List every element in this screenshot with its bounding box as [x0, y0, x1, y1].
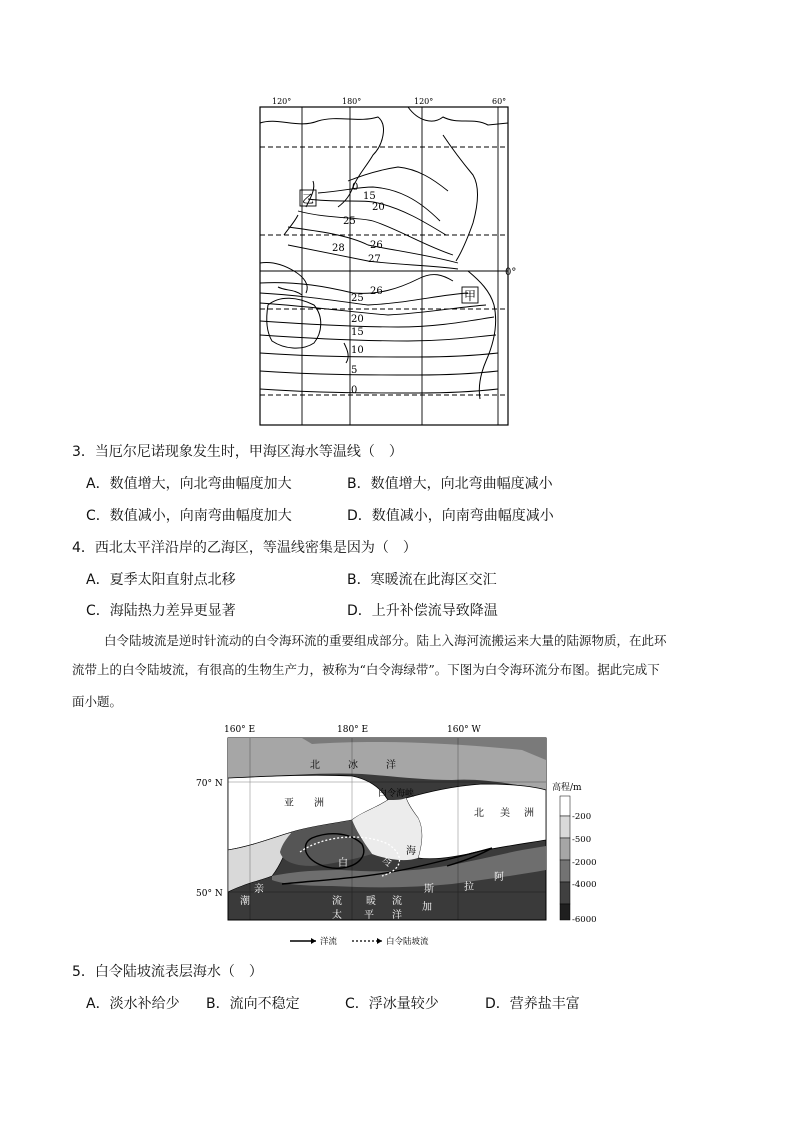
map2-lat-label: 70° N [196, 779, 223, 789]
question-3-stem: 3．当厄尔尼诺现象发生时，甲海区海水等温线（ ） [72, 444, 403, 460]
isotherm-label: 28 [332, 243, 345, 254]
map1-frame [260, 107, 508, 425]
isotherm-label: 27 [368, 254, 381, 265]
label-sea: 白 [338, 858, 348, 869]
legend-value: -500 [572, 835, 592, 845]
label-np-current: 太 [332, 910, 342, 921]
legend-value: -6000 [572, 915, 597, 925]
isotherm-label: 20 [372, 202, 385, 213]
isotherm-label: 0 [352, 182, 359, 193]
legend-value: -4000 [572, 880, 597, 890]
question-3-option-c[interactable]: C．数值减小，向南弯曲幅度加大 [86, 508, 292, 524]
map1-lon-label: 120° [272, 97, 292, 106]
label-np-current: 暖 [366, 896, 376, 907]
label-arctic: 北 [310, 760, 320, 771]
legend-slope-label: 白令陆坡流 [386, 937, 429, 947]
map2-lat-label: 50° N [196, 889, 223, 899]
label-asia: 洲 [314, 798, 324, 809]
map1-lon-label: 180° [342, 97, 362, 106]
label-np-current: 平 [364, 910, 374, 921]
question-5-option-c[interactable]: C．浮冰量较少 [345, 996, 439, 1012]
legend-value: -2000 [572, 858, 597, 868]
question-4-option-d[interactable]: D．上升补偿流导致降温 [347, 603, 498, 619]
label-asia: 亚 [284, 798, 294, 809]
label-alaska: 拉 [464, 882, 474, 893]
label-np-current: 流 [332, 896, 342, 907]
map2-lon-label: 160° W [447, 725, 481, 735]
label-arctic: 冰 [348, 760, 358, 771]
map2-lon-label: 180° E [337, 725, 369, 735]
isotherm-label: 26 [370, 286, 383, 297]
label-oyashio: 潮 [240, 896, 250, 907]
label-namerica: 美 [500, 808, 510, 819]
bering-sea-map [192, 720, 597, 952]
label-namerica: 洲 [524, 808, 534, 819]
isotherm-label: 15 [363, 191, 376, 202]
legend-title: 高程/m [552, 783, 582, 793]
isotherm-label: 26 [370, 240, 383, 251]
map2-lon-label: 160° E [224, 725, 256, 735]
legend-value: -200 [572, 812, 592, 822]
isotherm-label: 5 [351, 365, 358, 376]
legend-current-label: 洋流 [320, 937, 338, 947]
label-sea: 令 [382, 858, 392, 869]
map1-lon-label: 60° [492, 97, 507, 106]
passage-line-1: 白令陆坡流是逆时针流动的白令海环流的重要组成部分。陆上入海河流搬运来大量的陆源物质，在此环 [104, 633, 667, 648]
question-5-stem: 5．白令陆坡流表层海水（ ） [72, 964, 263, 980]
label-arctic: 洋 [386, 760, 396, 771]
elevation-legend [560, 796, 570, 920]
isotherm-label: 0 [351, 385, 358, 396]
label-alaska: 斯 [424, 884, 434, 895]
area-jia-label: 甲 [464, 289, 477, 303]
label-np-current: 洋 [392, 910, 402, 921]
isotherm-label: 20 [351, 314, 364, 325]
question-5-option-d[interactable]: D．营养盐丰富 [485, 996, 580, 1012]
label-strait: 白令海峡 [378, 789, 415, 799]
question-3-option-b[interactable]: B．数值增大，向北弯曲幅度减小 [347, 476, 553, 492]
question-3-option-a[interactable]: A．数值增大，向北弯曲幅度加大 [86, 476, 292, 492]
question-4-option-a[interactable]: A．夏季太阳直射点北移 [86, 572, 236, 588]
isotherm-label: 25 [351, 293, 364, 304]
label-namerica: 北 [474, 808, 484, 819]
isotherm-map [258, 95, 530, 427]
label-alaska: 阿 [494, 872, 504, 883]
equator-label: 0° [505, 267, 517, 278]
map1-lon-label: 120° [414, 97, 434, 106]
question-4-option-b[interactable]: B．寒暖流在此海区交汇 [347, 572, 497, 588]
label-sea: 海 [406, 846, 416, 857]
question-5-option-a[interactable]: A．淡水补给少 [86, 996, 180, 1012]
label-np-current: 流 [392, 896, 402, 907]
question-5-option-b[interactable]: B．流向不稳定 [206, 996, 300, 1012]
area-yi-label: 乙 [302, 192, 315, 206]
isotherm-label: 15 [351, 327, 364, 338]
question-3-option-d[interactable]: D．数值减小，向南弯曲幅度减小 [347, 508, 554, 524]
passage-line-2: 流带上的白令陆坡流，有很高的生物生产力，被称为“白令海绿带”。下图为白令海环流分布图。据此完成下 [72, 662, 660, 677]
question-4-option-c[interactable]: C．海陆热力差异更显著 [86, 603, 236, 619]
isotherm-label: 25 [343, 216, 356, 227]
question-4-stem: 4．西北太平洋沿岸的乙海区，等温线密集是因为（ ） [72, 540, 417, 556]
passage-line-3: 面小题。 [72, 694, 123, 709]
label-oyashio: 亲 [254, 884, 264, 895]
label-alaska: 加 [422, 902, 432, 913]
isotherm-label: 10 [351, 345, 364, 356]
